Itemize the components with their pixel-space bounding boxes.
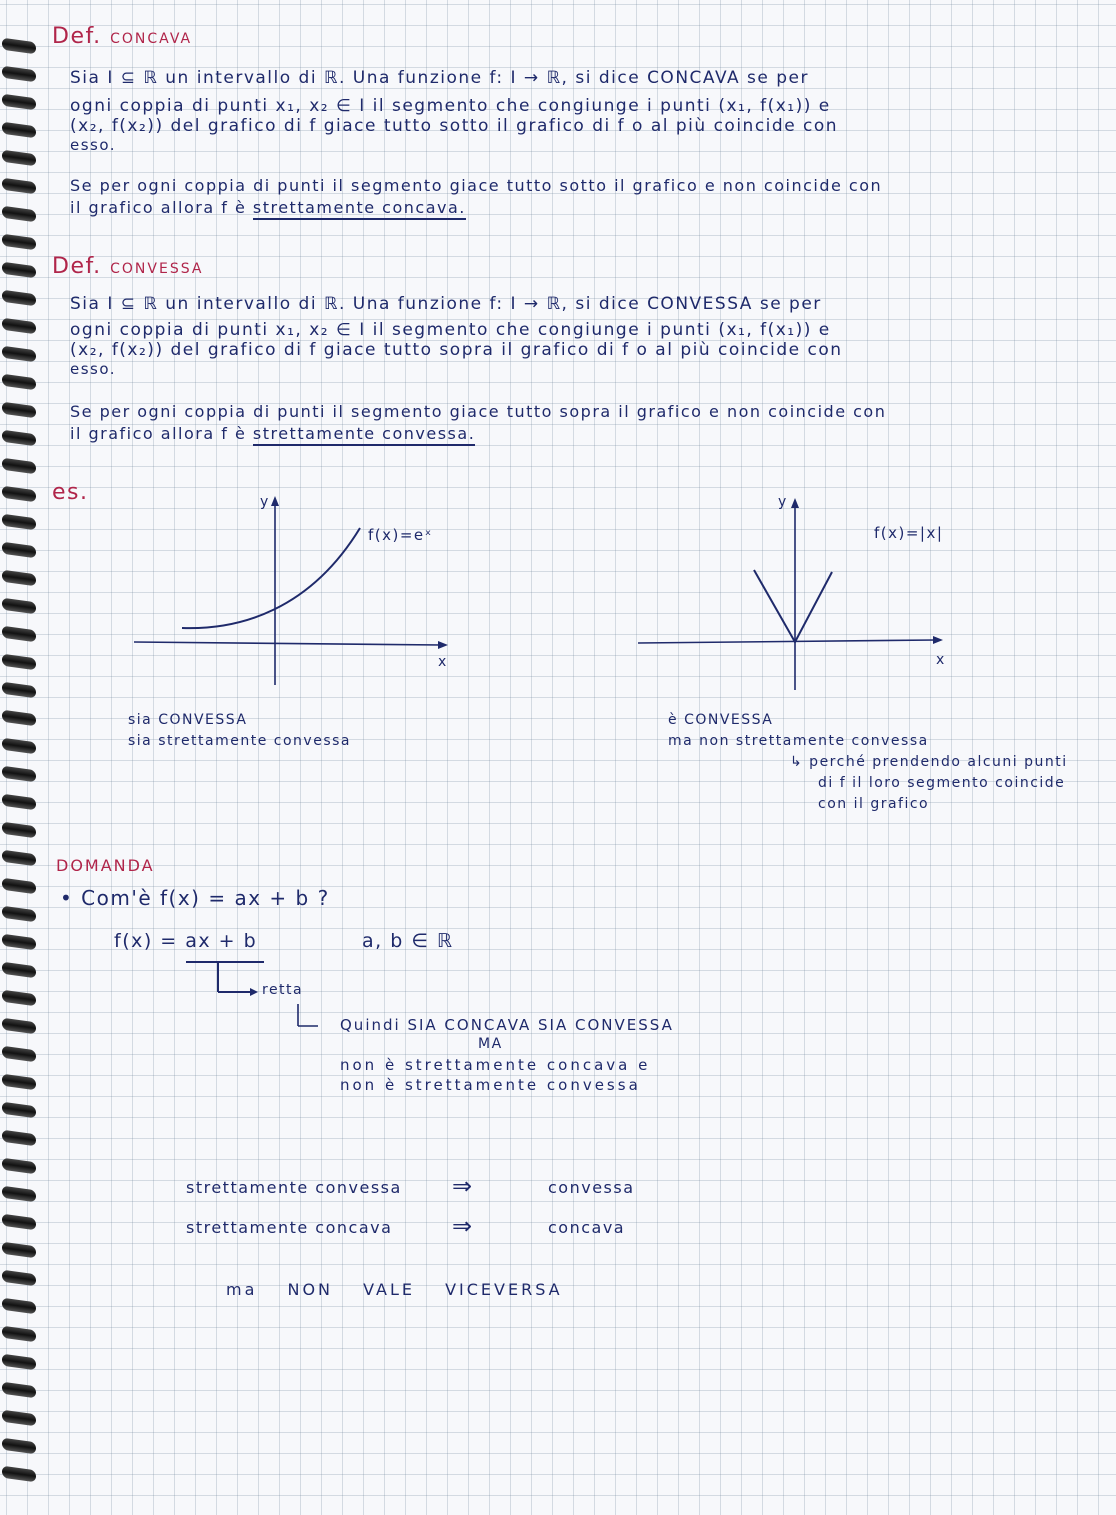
esempio-label: es. [52,480,89,505]
abs-func-label: f(x)=|x| [874,524,944,542]
implication-2-arrow-icon: ⇒ [452,1212,474,1240]
domanda-question: • Com'è f(x) = ax + b ? [60,886,330,910]
retta-connector [180,958,340,1038]
convessa-line-3: (x₂, f(x₂)) del grafico di f giace tutto sopra il grafico di f o al più coincide con [70,340,843,360]
implication-2-right: concava [548,1218,626,1237]
exp-func-label: f(x)=eˣ [368,526,433,544]
domanda-equation: f(x) = ax + b [114,930,258,952]
abs-graph [630,490,960,690]
concava-line-2: ogni coppia di punti x₁, x₂ ∈ I il segmento che congiunge i punti (x₁, f(x₁)) e [70,96,831,116]
convessa-line-2: ogni coppia di punti x₁, x₂ ∈ I il segmento che congiunge i punti (x₁, f(x₁)) e [70,320,831,340]
spiral-binding [0,0,44,1515]
implication-1-left: strettamente convessa [186,1178,402,1197]
implication-1-arrow-icon: ⇒ [452,1172,474,1200]
concava-strict-line-2: il grafico allora f è strettamente concava. [70,198,466,217]
exp-note-1: sia CONVESSA [128,712,248,728]
convessa-strict-line-1: Se per ogni coppia di punti il segmento giace tutto sopra il grafico e non coincide con [70,402,887,421]
concava-line-3: (x₂, f(x₂)) del grafico di f giace tutto sotto il grafico di f o al più coincide con [70,116,839,136]
abs-curve [754,570,832,642]
abs-reason-2: di f il loro segmento coincide [818,775,1066,791]
implication-1-right: convessa [548,1178,635,1197]
abs-y-label: y [778,494,788,510]
convessa-strict-line-2: il grafico allora f è strettamente convessa. [70,424,475,443]
convessa-def-label: Def. CONVESSA [52,254,204,279]
abs-x-label: x [936,652,946,668]
non-strettamente-concava: non è strettamente concava e [340,1056,651,1074]
abs-x-axis [638,640,936,643]
abs-note-2: ma non strettamente convessa [668,733,929,749]
exp-y-arrow-icon [271,496,279,506]
exp-x-label: x [438,654,448,670]
domanda-equation-domain: a, b ∈ ℝ [362,930,454,952]
retta-label: retta [262,982,304,998]
exp-x-arrow-icon [438,641,448,649]
implication-2-left: strettamente concava [186,1218,393,1237]
domanda-title: DOMANDA [56,856,155,875]
strettamente-concava-underlined: strettamente concava. [253,198,466,220]
concava-line-4: esso. [70,136,117,154]
arrow-right-icon [250,988,258,996]
exp-curve [182,528,360,628]
abs-note-1: è CONVESSA [668,712,774,728]
conclusione: ma NON VALE VICEVERSA [226,1280,563,1299]
abs-reason-3: con il grafico [818,796,930,812]
abs-reason-1: ↳ perché prendendo alcuni punti [790,754,1068,770]
exp-y-label: y [260,494,270,510]
convessa-line-4: esso. [70,360,117,378]
strettamente-convessa-underlined: strettamente convessa. [253,424,475,446]
quindi-line: Quindi SIA CONCAVA SIA CONVESSA [340,1016,674,1034]
concava-line-1: Sia I ⊆ ℝ un intervallo di ℝ. Una funzione f: I → ℝ, si dice CONCAVA se per [70,68,809,88]
ma-label: MA [478,1036,503,1052]
abs-y-arrow-icon [791,498,799,508]
concava-def-label: Def. CONCAVA [52,24,193,49]
abs-x-arrow-icon [933,636,943,644]
convessa-line-1: Sia I ⊆ ℝ un intervallo di ℝ. Una funzione f: I → ℝ, si dice CONVESSA se per [70,294,822,314]
exp-note-2: sia strettamente convessa [128,733,351,749]
exp-graph [120,490,460,690]
concava-strict-line-1: Se per ogni coppia di punti il segmento giace tutto sotto il grafico e non coincide con [70,176,883,195]
exp-x-axis [134,642,442,645]
non-strettamente-convessa: non è strettamente convessa [340,1076,641,1094]
